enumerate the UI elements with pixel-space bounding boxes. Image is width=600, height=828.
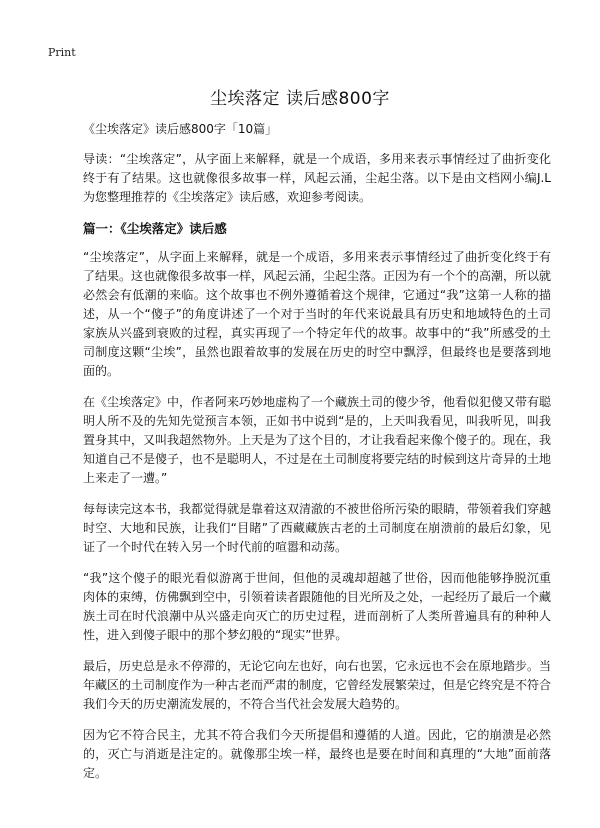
section-heading: 篇一：《尘埃落定》读后感 <box>83 221 227 236</box>
body-paragraph-2: 在《尘埃落定》中，作者阿来巧妙地虚构了一个藏族土司的傻少爷，他看似犯傻又带有聪明人所不及的先知先觉预言本领，正如书中说到“是的，上天叫我看见，叫我听见，叫我置身其中，又叫我超然物外。上天是为了这个目的，才让我看起来像个傻子的。现在，我知道自己不是傻子，也不是聪明人，不过是在土司制度将要完结的时候到这片奇异的土地上来走了一遭。” <box>83 395 552 485</box>
print-link[interactable]: Print <box>48 46 76 59</box>
body-paragraph-1: “尘埃落定”，从字面上来解释，就是一个成语，多用来表示事情经过了曲折变化终于有了结果。这也就像很多故事一样，风起云涌，尘起尘落。正因为有一个个的高潮，所以就必然会有低潮的来临。这个故事也不例外遵循着这个规律，它通过“我”这第一人称的描述，从一个“傻子”的角度讲述了一个对于当时的年代来说最具有历史和地域特色的土司家族从兴盛到衰败的过程，真实再现了一个特定年代的故事。故事中的“我”所感受的土司制度这颗“尘埃”，虽然也跟着故事的发展在历史的时空中飘浮，但最终也是要落到地面的。 <box>83 250 552 378</box>
article-subtitle: 《尘埃落定》读后感800字「10篇」 <box>83 122 278 136</box>
body-paragraph-3: 每每读完这本书，我都觉得就是靠着这双清澈的不被世俗所污染的眼睛，带领着我们穿越时空、大地和民族，让我们“目睹”了西藏藏族古老的土司制度在崩溃前的最后幻象，见证了一个时代在转入另一个时代前的喧嚣和动荡。 <box>83 502 552 554</box>
body-paragraph-4: “我”这个傻子的眼光看似游离于世间，但他的灵魂却超越了世俗，因而他能够挣脱沉重肉体的束缚，仿佛飘到空中，引领着读者跟随他的目光所及之处，一起经历了最后一个藏族土司在时代浪潮中从兴盛走向灭亡的历史过程，进而剖析了人类所普遍具有的种种人性，进入到傻子眼中的那个梦幻般的“现实”世界。 <box>83 571 552 642</box>
article-body <box>83 120 551 795</box>
body-paragraph-5: 最后，历史总是永不停滞的，无论它向左也好，向右也罢，它永远也不会在原地踏步。当年藏区的土司制度作为一种古老而严肃的制度，它曾经发展繁荣过，但是它终究是不符合我们今天的历史潮流发展的，不符合当代社会发展大趋势的。 <box>83 659 552 711</box>
page-title: 尘埃落定 读后感800字 <box>210 89 390 109</box>
intro-paragraph: 导读：“尘埃落定”，从字面上来解释，就是一个成语，多用来表示事情经过了曲折变化终于有了结果。这也就像很多故事一样，风起云涌，尘起尘落。以下是由文档网小编J.L为您整理推荐的《尘埃落定》读后感，欢迎参考阅读。 <box>83 152 551 204</box>
body-paragraph-6: 因为它不符合民主，尤其不符合我们今天所提倡和遵循的人道。因此，它的崩溃是必然的，灭亡与消逝是注定的。就像那尘埃一样，最终也是要在时间和真理的“大地”面前落定。 <box>83 728 551 780</box>
